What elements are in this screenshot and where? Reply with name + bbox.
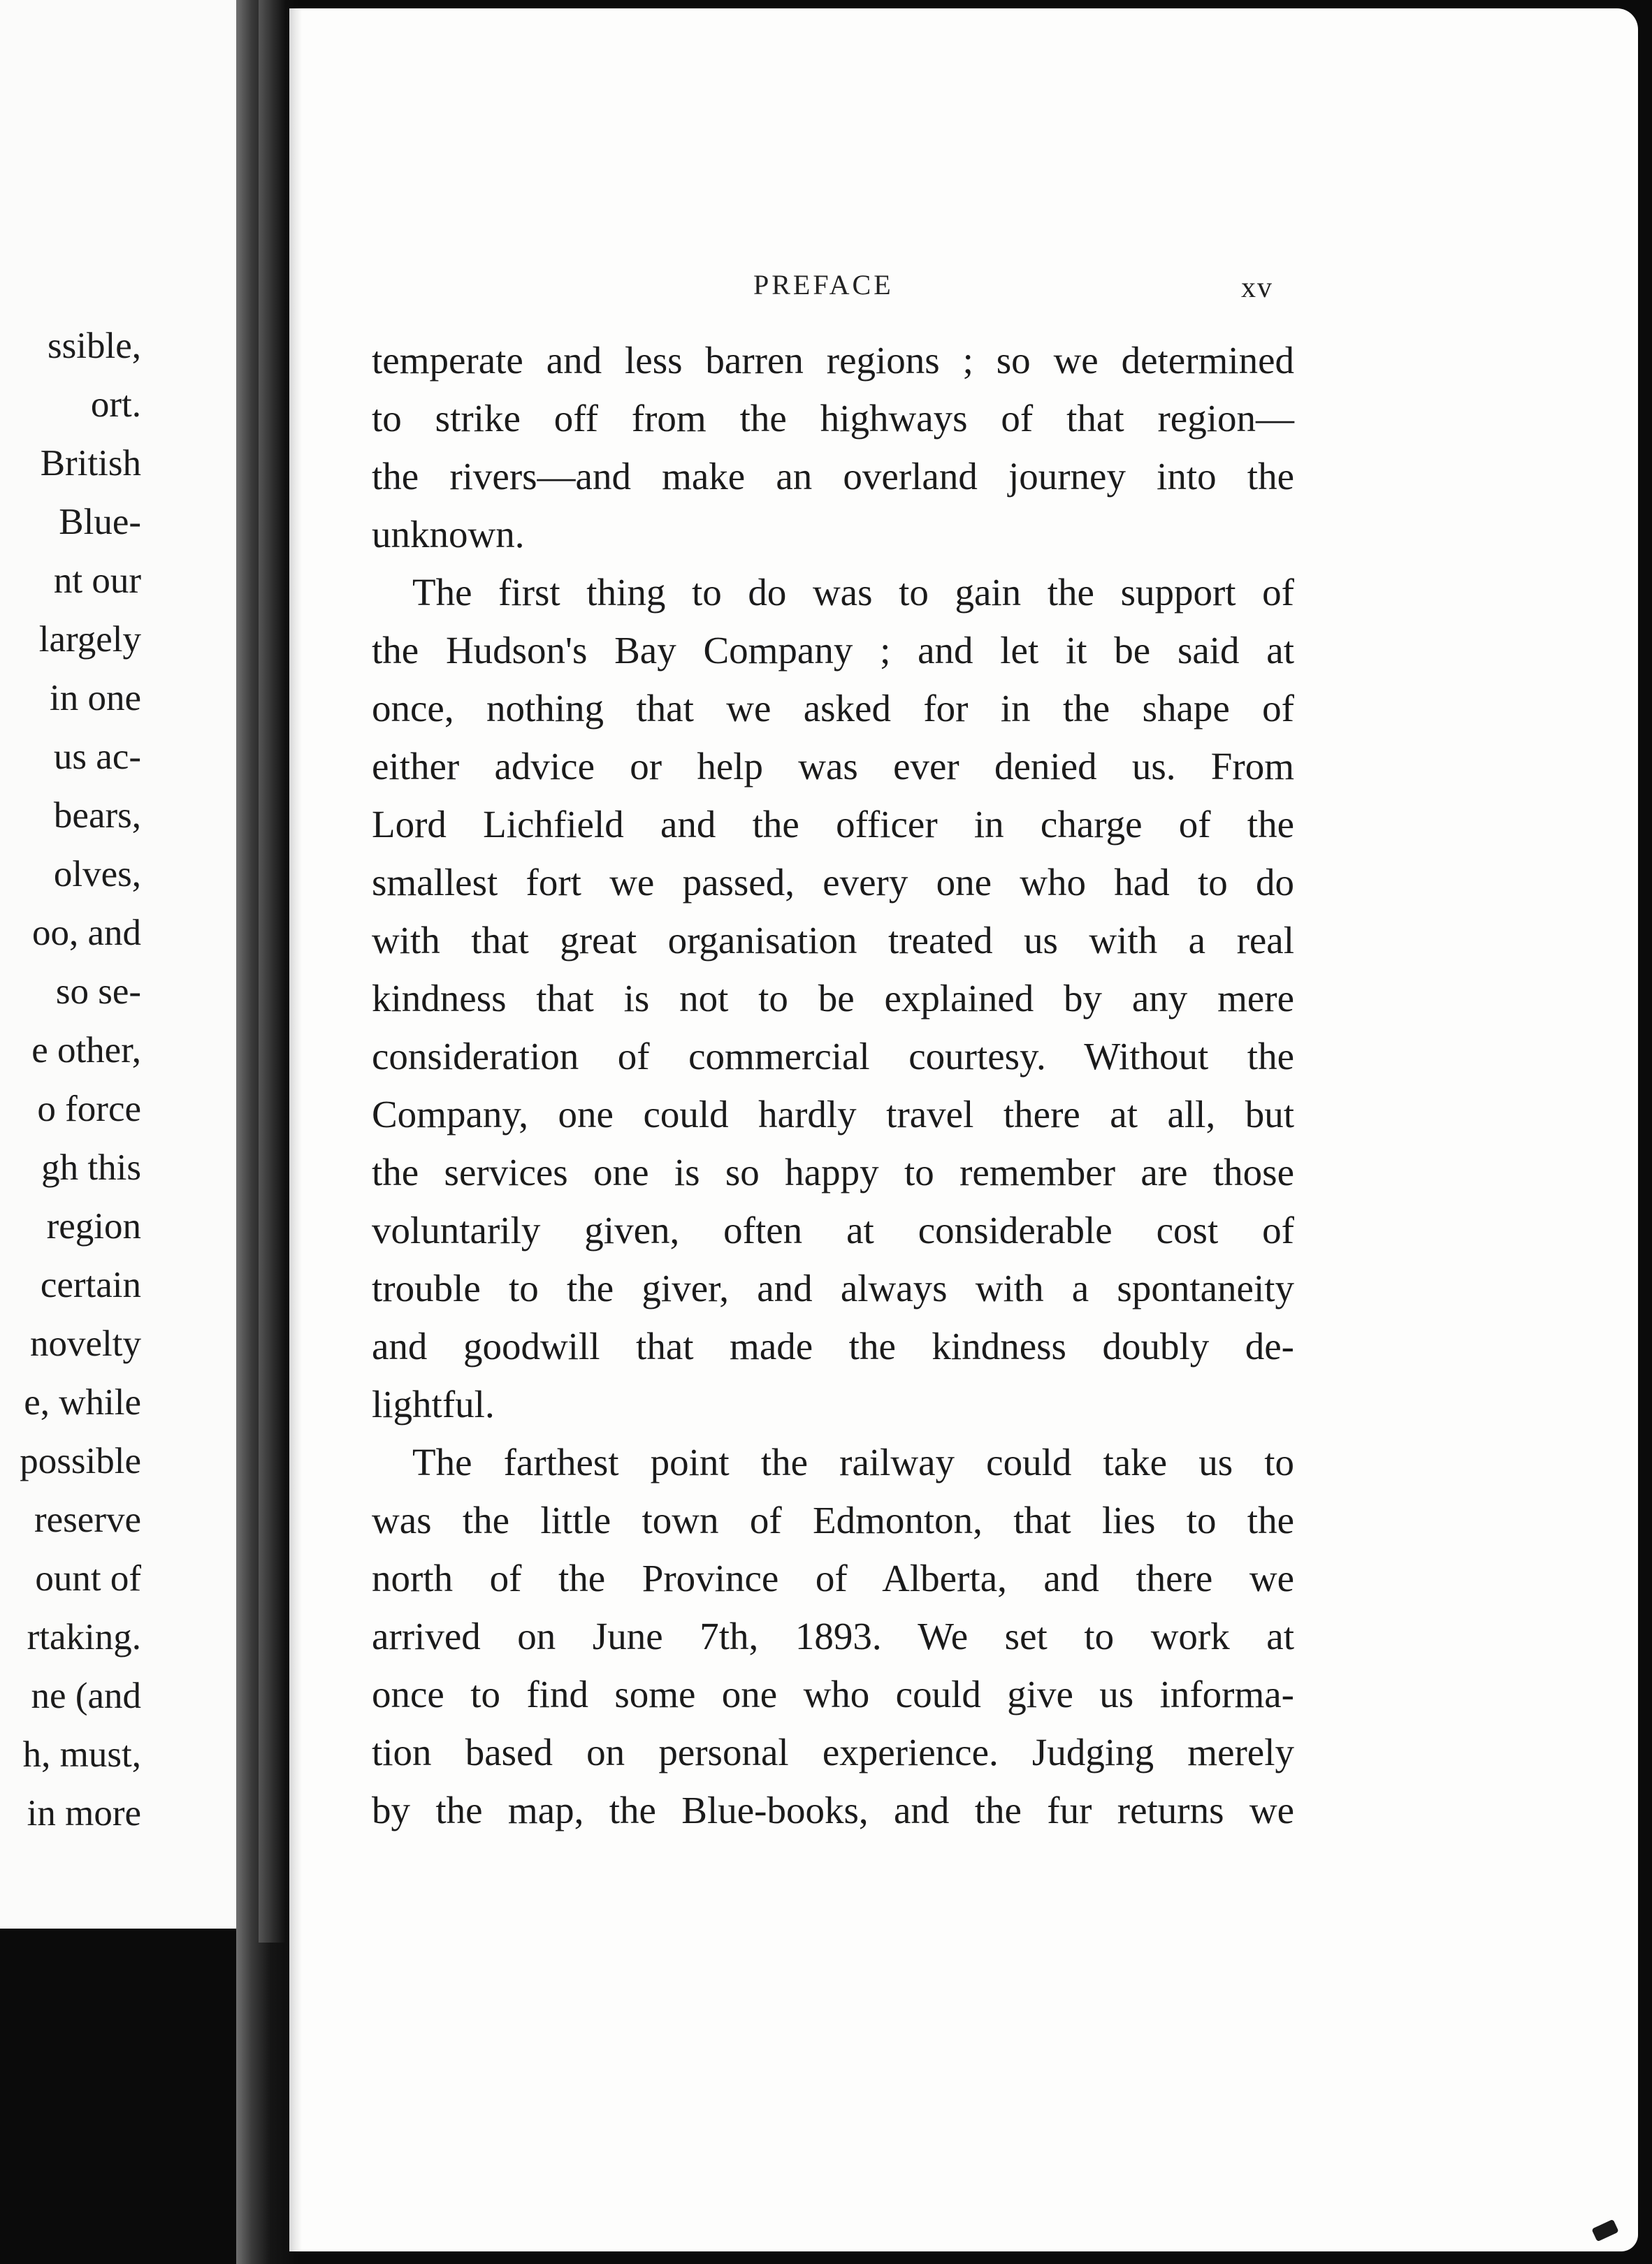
left-line: o force [37, 1089, 141, 1129]
text-line: Company, one could hardly travel there at all, but [372, 1093, 1294, 1135]
left-line: British [40, 443, 141, 484]
text-line: once to find some one who could give us informa- [372, 1673, 1294, 1715]
left-line: gh this [41, 1147, 141, 1188]
text-line: was the little town of Edmonton, that lies to the [372, 1499, 1294, 1541]
left-line: region [46, 1206, 141, 1247]
left-line: reserve [34, 1500, 141, 1540]
running-title: PREFACE [753, 269, 894, 300]
text-line: once, nothing that we asked for in the shape of [372, 687, 1294, 730]
body-text [372, 331, 1294, 1839]
text-line: with that great organisation treated us with a real [372, 919, 1294, 962]
paragraph [372, 563, 1294, 1433]
text-line: The first thing to do was to gain the support of [412, 571, 1294, 614]
left-line: so se- [55, 971, 141, 1012]
paragraph [372, 1433, 1294, 1839]
left-line: h, must, [22, 1734, 141, 1775]
left-line: in more [27, 1793, 141, 1834]
text-line: temperate and less barren regions ; so we determined [372, 339, 1294, 382]
text-line: voluntarily given, often at considerable cost of [372, 1209, 1294, 1251]
running-head [289, 268, 1638, 310]
left-line: certain [40, 1265, 141, 1305]
text-line: The farthest point the railway could take us to [412, 1441, 1294, 1483]
left-line: oo, and [31, 913, 141, 953]
left-line: in one [50, 678, 141, 718]
text-line: the services one is so happy to remember are those [372, 1151, 1294, 1193]
text-line: either advice or help was ever denied us. From [372, 745, 1294, 788]
text-line: arrived on June 7th, 1893. We set to work at [372, 1615, 1294, 1657]
left-line: rtaking. [27, 1617, 141, 1657]
text-line: tion based on personal experience. Judging merely [372, 1731, 1294, 1773]
text-line: consideration of commercial courtesy. Without the [372, 1035, 1294, 1077]
left-line: ount of [35, 1558, 141, 1599]
left-line: possible [20, 1441, 141, 1481]
text-line: Lord Lichfield and the officer in charge of the [372, 803, 1294, 846]
left-line: ssible, [48, 326, 141, 366]
left-line: ort. [90, 384, 141, 425]
left-line: olves, [53, 854, 141, 894]
left-line: novelty [30, 1323, 141, 1364]
text-line: the rivers—and make an overland journey into the [372, 455, 1294, 498]
text-line: north of the Province of Alberta, and there we [372, 1557, 1294, 1599]
right-page [289, 8, 1638, 2251]
text-line: smallest fort we passed, every one who had to do [372, 861, 1294, 904]
left-line: Blue- [59, 502, 141, 542]
left-line: us ac- [53, 736, 141, 777]
paragraph [372, 331, 1294, 563]
text-line: and goodwill that made the kindness doubly de- [372, 1325, 1294, 1367]
page-number: xv [1241, 272, 1273, 304]
scan-speck [1591, 2219, 1618, 2242]
text-line: trouble to the giver, and always with a spontaneity [372, 1267, 1294, 1309]
text-line: to strike off from the highways of that region— [372, 397, 1294, 440]
text-line: by the map, the Blue-books, and the fur returns we [372, 1789, 1294, 1831]
text-line: unknown. [372, 513, 525, 556]
text-line: lightful. [372, 1383, 495, 1425]
text-line: kindness that is not to be explained by any mere [372, 977, 1294, 1019]
text-line: the Hudson's Bay Company ; and let it be said at [372, 629, 1294, 672]
left-line: ne (and [31, 1676, 141, 1716]
gutter-shadow [259, 0, 285, 1943]
left-line: nt our [53, 560, 141, 601]
left-line: largely [38, 619, 141, 660]
left-line: bears, [53, 795, 141, 836]
left-line: e, while [24, 1382, 141, 1423]
left-page-fragment [0, 0, 236, 1929]
left-line: e other, [31, 1030, 141, 1071]
